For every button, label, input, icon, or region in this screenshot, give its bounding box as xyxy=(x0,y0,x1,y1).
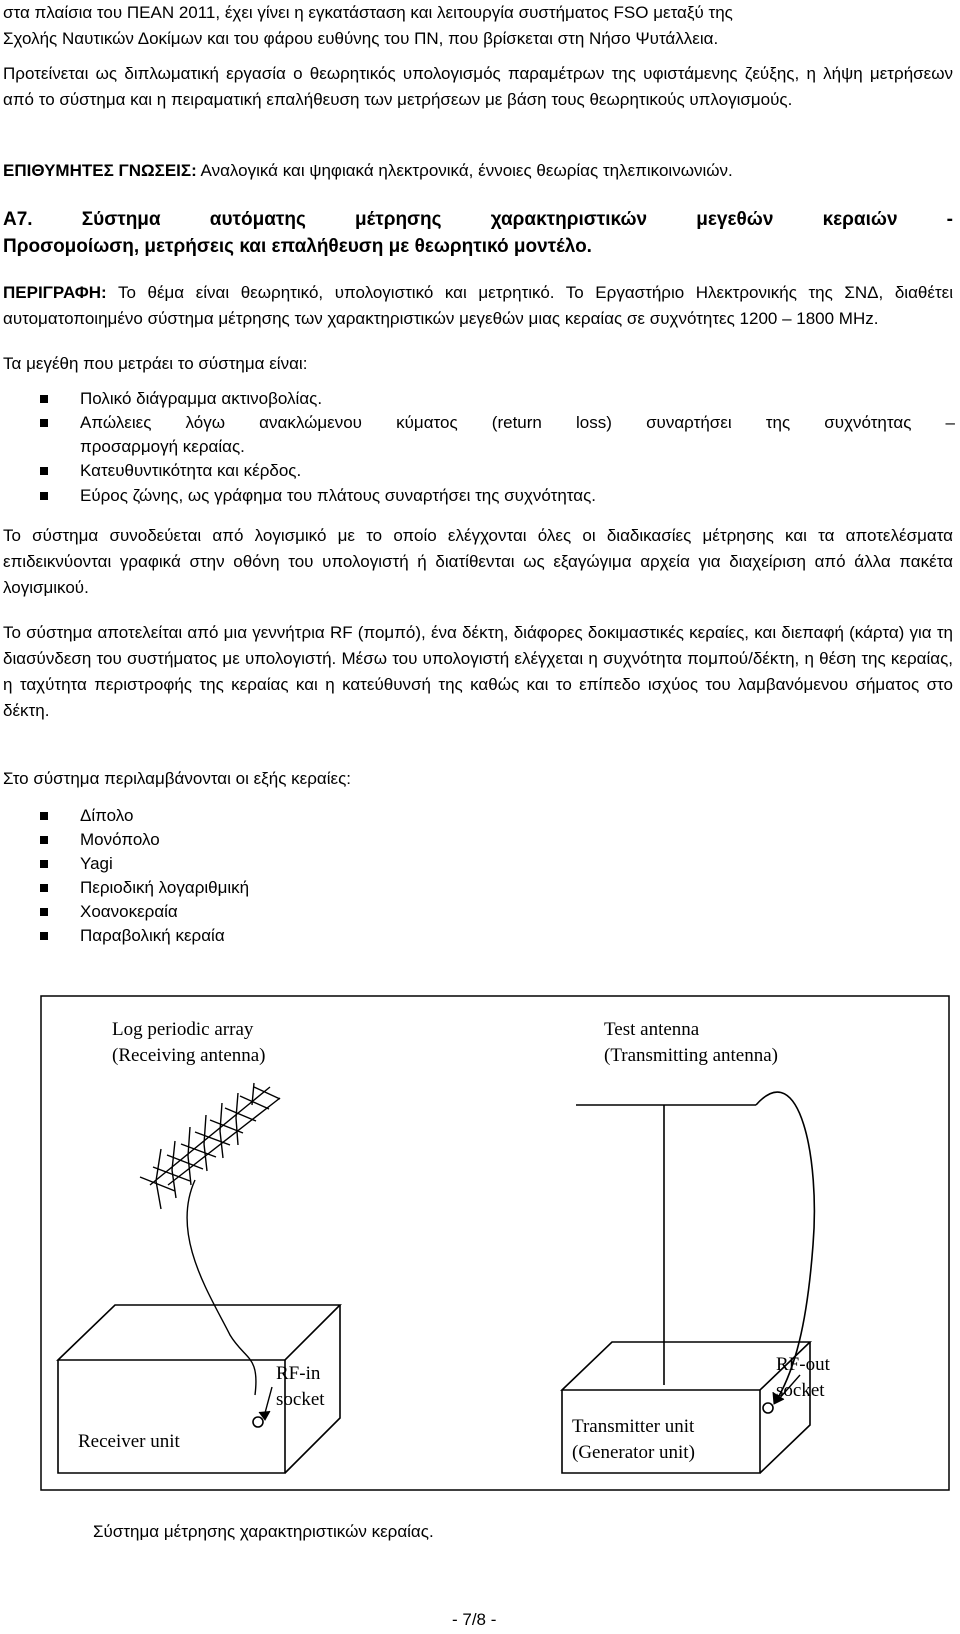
log-periodic-antenna-icon xyxy=(140,1083,280,1209)
bullet-square-icon xyxy=(40,492,48,500)
bullet-square-icon xyxy=(40,836,48,844)
rf-out-socket-icon xyxy=(763,1403,773,1413)
description-label: ΠΕΡΙΓΡΑΦΗ: xyxy=(3,283,107,302)
description-paragraph xyxy=(3,280,953,332)
section-title-line-2: Προσομοίωση, μετρήσεις και επαλήθευση με θεωρητικό μοντέλο. xyxy=(3,236,592,257)
rf-out-socket-label: RF-out socket xyxy=(776,1354,830,1401)
bullet-square-icon xyxy=(40,908,48,916)
software-paragraph: Το σύστημα συνοδεύεται από λογισμικό με το οποίο ελέγχονται όλες οι διαδικασίες μέτρησης και τα αποτελέσματα επιδεικνύονται γραφικά στην οθόνη του υπολογιστή ή διατίθενται ως εξαγώγιμα αρχεία για διαχείριση από άλλα πακέτα λογισμικού. xyxy=(3,526,953,597)
log-periodic-label: Log periodic array (Receiving antenna) xyxy=(112,1019,266,1066)
bullet-square-icon xyxy=(40,395,48,403)
rf-in-arrow xyxy=(265,1387,272,1413)
receive-cable xyxy=(187,1180,256,1395)
bullet-square-icon xyxy=(40,812,48,820)
document-page: στα πλαίσια του ΠΕΑΝ 2011, έχει γίνει η εγκατάσταση και λειτουργία συστήματος FSO μεταξύ της Σχολής Ναυτικών Δοκίμων και του φάρου ευθύνης του ΠΝ, που βρίσκεται στη Νήσο Ψυτάλλεια. Προτείνεται ως διπλωματική εργασία ο θεωρητικός υπολογισμός παραμέτρων της υφιστάμενης ζεύξης, η λήψη μετρήσεων από το σύστημα και η πειραματική επαλήθευση των μετρήσεων με βάση τους θεωρητικούς υπλογισμούς. ΕΠΙΘΥΜΗΤΕΣ ΓΝΩΣΕΙΣ: Αναλογικά και ψηφιακά ηλεκτρονικά, έννοιες θεωρίας τηλεπικοινωνιών. A7. Σύστημα αυτόματης μέτρησης χαρακτηριστικών μεγεθών κεραιών - Προσομοίωση, μετρήσεις και επαλήθευση με θεωρητικό μοντέλο. ΠΕΡΙΓΡΑΦΗ: Το θέμα είναι θεωρητικό, υπολογιστικό και μετρητικό. Το Εργαστήριο Ηλεκτρονικής της ΣΝΔ, διαθέτει αυτοματοποιημένο σύστημα μέτρησης των χαρακτηριστικών μεγεθών μιας κεραίας σε συχνότητες 1200 – 1800 MHz. Τα μεγέθη που μετράει το σύστημα είναι: Πολικό διάγραμμα ακτινοβολίας. Απώλειες λόγω ανακλώμενου κύματος (return loss) συναρτήσει της συχνότητας – προσαρμογή κεραίας. Κατευθυντικότητα και κέρδος. Εύρος ζώνης, ως γράφημα του πλάτους συναρτήσει της συχνότητας. Το σύστημα συνοδεύεται από λογισμικό με το οποίο ελέγχονται όλες οι διαδικασίες μέτρησης και τα αποτελέσματα επιδεικνύονται γραφικά στην οθόνη του υπολογιστή ή διατίθενται ως εξαγώγιμα αρχεία για διαχείριση από άλλα πακέτα λογισμικού. Το σύστημα αποτελείται από μια γεννήτρια RF (πομπό), ένα δέκτη, διάφορες δοκιμαστικές κεραίες, και διεπαφή (κάρτα) για τη διασύνδεση του συστήματος με υπολογιστή. Μέσω του υπολογιστή ελέγχεται η συχνότητα πομπού/δέκτη, η θέση της κεραίας, η ταχύτητα περιστροφής της κεραίας και η κατεύθυνσή της καθώς και το επίπεδο ισχύος του λαμβανόμενου σήματος στο δέκτη. Στο σύστημα περιλαμβάνονται οι εξής κεραίες: Δίπολο Μονόπολο Yagi Περιοδική λογαριθμική Χοανοκεραία Παραβολική κεραία Log periodic array (Receiving antenna) Test antenna (Transmitting antenna) Receiver unit RF-in socket Transmitter unit (Generator unit) RF-out socket Σύστημα μέτρησης χαρακτηριστικών κεραίας. - 7/8 - xyxy=(0,0,960,1634)
intro-line-1: στα πλαίσια του ΠΕΑΝ 2011, έχει γίνει η εγκατάσταση και λειτουργία συστήματος FSO μεταξύ της xyxy=(3,3,733,22)
bullet-square-icon xyxy=(40,884,48,892)
bullet-square-icon xyxy=(40,932,48,940)
transmitter-unit-label: Transmitter unit (Generator unit) xyxy=(572,1416,695,1463)
bullet-square-icon xyxy=(40,419,48,427)
figure-caption: Σύστημα μέτρησης χαρακτηριστικών κεραίας. xyxy=(93,1522,434,1541)
bullet-square-icon xyxy=(40,467,48,475)
rf-in-socket-label: RF-in socket xyxy=(276,1363,325,1410)
proposal-paragraph: Προτείνεται ως διπλωματική εργασία ο θεωρητικός υπολογισμός παραμέτρων της υφιστάμενης ζεύξης, η λήψη μετρήσεων από το σύστημα και η πειραματική επαλήθευση των μετρήσεων με βάση τους θεωρητικούς υπλογισμούς. xyxy=(3,64,953,109)
antennas-intro: Στο σύστημα περιλαμβάνονται οι εξής κεραίες: xyxy=(3,769,351,788)
system-paragraph: Το σύστημα αποτελείται από μια γεννήτρια RF (πομπό), ένα δέκτη, διάφορες δοκιμαστικές κεραίες, και διεπαφή (κάρτα) για τη διασύνδεση του συστήματος με υπολογιστή. Μέσω του υπολογιστή ελέγχεται η συχνότητα πομπού/δέκτη, η θέση της κεραίας, η ταχύτητα περιστροφής της κεραίας και η κατεύθυνσή της καθώς και το επίπεδο ισχύος του λαμβανόμενου σήματος στο δέκτη. xyxy=(3,623,953,720)
measurement-system-diagram xyxy=(40,995,950,1491)
section-heading xyxy=(3,206,953,260)
page-number: - 7/8 - xyxy=(452,1610,497,1629)
section-number: A7. xyxy=(3,209,33,230)
prerequisites-label: ΕΠΙΘΥΜΗΤΕΣ ΓΝΩΣΕΙΣ: xyxy=(3,161,197,180)
intro-paragraph xyxy=(3,0,953,52)
rf-in-socket-icon xyxy=(253,1417,263,1427)
test-antenna-label: Test antenna (Transmitting antenna) xyxy=(604,1019,778,1066)
description-text: Το θέμα είναι θεωρητικό, υπολογιστικό και μετρητικό. Το Εργαστήριο Ηλεκτρονικής της ΣΝΔ, διαθέτει αυτοματοποιημένο σύστημα μέτρησης των χαρακτηριστικών μεγεθών μιας κεραίας σε συχνότητες 1200 – 1800 MHz. xyxy=(3,283,953,328)
receiver-unit-label: Receiver unit xyxy=(78,1431,180,1452)
intro-line-2: Σχολής Ναυτικών Δοκίμων και του φάρου ευθύνης του ΠΝ, που βρίσκεται στη Νήσο Ψυτάλλεια. xyxy=(3,29,719,48)
prerequisites-text: Αναλογικά και ψηφιακά ηλεκτρονικά, έννοιες θεωρίας τηλεπικοινωνιών. xyxy=(196,161,733,180)
measured-intro: Τα μεγέθη που μετράει το σύστημα είναι: xyxy=(3,354,308,373)
prerequisites-paragraph xyxy=(3,158,953,184)
bullet-square-icon xyxy=(40,860,48,868)
section-title-line-1: Σύστημα αυτόματης μέτρησης χαρακτηριστικών μεγεθών κεραιών - xyxy=(81,209,954,230)
measurement-system-figure xyxy=(40,995,950,1491)
